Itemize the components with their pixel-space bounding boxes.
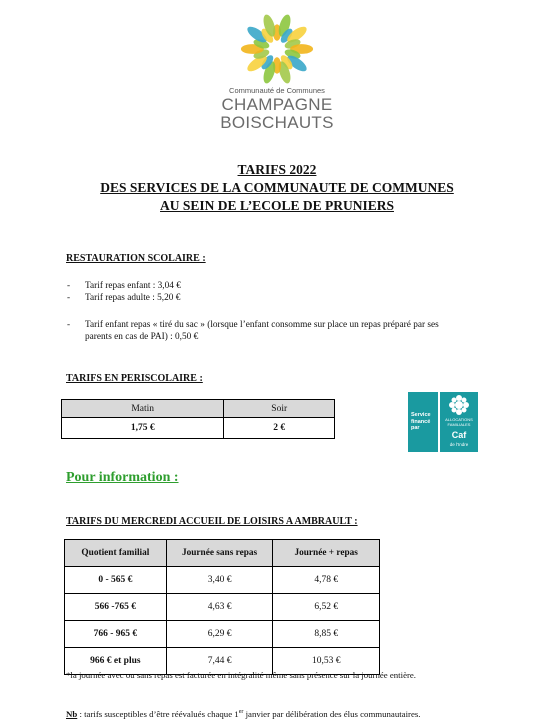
caf-logo-right-panel (440, 392, 478, 452)
mercredi-footnote: *la journée avec ou sans repas est facturée en intégralité même sans présence sur la journée entière. (66, 670, 417, 680)
caf-text-line: Service (411, 412, 431, 418)
nb-text-before: : tarifs susceptibles d’être réévalués chaque 1 (77, 709, 239, 719)
mercredi-heading: TARIFS DU MERCREDI ACCUEIL DE LOISIRS A AMBRAULT : (66, 516, 358, 527)
org-name-line1: CHAMPAGNE (221, 95, 333, 114)
title-line-1: TARIFS 2022 (237, 162, 317, 177)
table-cell: 7,44 € (166, 648, 273, 675)
table-cell: 3,40 € (166, 567, 273, 594)
restauration-heading: RESTAURATION SCOLAIRE : (66, 253, 206, 264)
mercredi-table (64, 539, 380, 675)
periscolaire-table (61, 399, 335, 439)
mer-header: Journée + repas (273, 540, 380, 567)
caf-text-line: FAMILIALES (447, 422, 471, 427)
org-name-line2: BOISCHAUTS (220, 113, 334, 132)
table-cell: 0 - 565 € (65, 567, 167, 594)
caf-name: Caf (451, 430, 467, 440)
mer-header: Quotient familial (65, 540, 167, 567)
title-line-2: DES SERVICES DE LA COMMUNAUTE DE COMMUNES (100, 180, 454, 195)
peri-value-soir: 2 € (224, 418, 335, 439)
caf-flower-icon (448, 394, 470, 416)
bullet-item: - Tarif repas enfant : 3,04 € (67, 281, 181, 291)
peri-value-matin: 1,75 € (62, 418, 224, 439)
nb-label: Nb (66, 709, 78, 719)
bullet-item: - Tarif enfant repas « tiré du sac » (lorsque l’enfant consomme sur place un repas préparé par ses (67, 320, 439, 330)
table-cell: 4,63 € (166, 594, 273, 621)
table-cell: 6,52 € (273, 594, 380, 621)
caf-text-line: ALLOCATIONS (445, 417, 473, 422)
caf-logo (408, 392, 478, 452)
table-cell: 566 -765 € (65, 594, 167, 621)
table-cell: 8,85 € (273, 621, 380, 648)
mer-header: Journée sans repas (166, 540, 273, 567)
caf-logo-left-panel (408, 392, 438, 452)
org-subtitle: Communauté de Communes (229, 86, 325, 95)
caf-text-line: par (411, 425, 420, 431)
nb-superscript: er (238, 709, 244, 716)
periscolaire-heading: TARIFS EN PERISCOLAIRE : (66, 373, 203, 384)
peri-header-matin: Matin (62, 400, 224, 418)
communaute-logo-icon (236, 8, 318, 90)
bullet-item: - Tarif repas adulte : 5,20 € (67, 293, 181, 303)
table-row (65, 567, 380, 594)
title-line-3: AU SEIN DE L’ECOLE DE PRUNIERS (160, 198, 394, 213)
nb-text-after: janvier par délibération des élus communautaires. (243, 709, 421, 719)
table-cell: 4,78 € (273, 567, 380, 594)
table-cell: 766 - 965 € (65, 621, 167, 648)
nb-note (66, 709, 421, 719)
caf-sub: de l’Indre (449, 442, 469, 447)
bullet-item-continued: parents en cas de PAI) : 0,50 € (85, 332, 199, 342)
caf-text-line: financé (411, 418, 431, 425)
table-row (65, 621, 380, 648)
peri-header-soir: Soir (224, 400, 335, 418)
table-cell: 966 € et plus (65, 648, 167, 675)
table-cell: 6,29 € (166, 621, 273, 648)
table-row (65, 594, 380, 621)
info-heading: Pour information : (66, 470, 179, 485)
table-cell: 10,53 € (273, 648, 380, 675)
